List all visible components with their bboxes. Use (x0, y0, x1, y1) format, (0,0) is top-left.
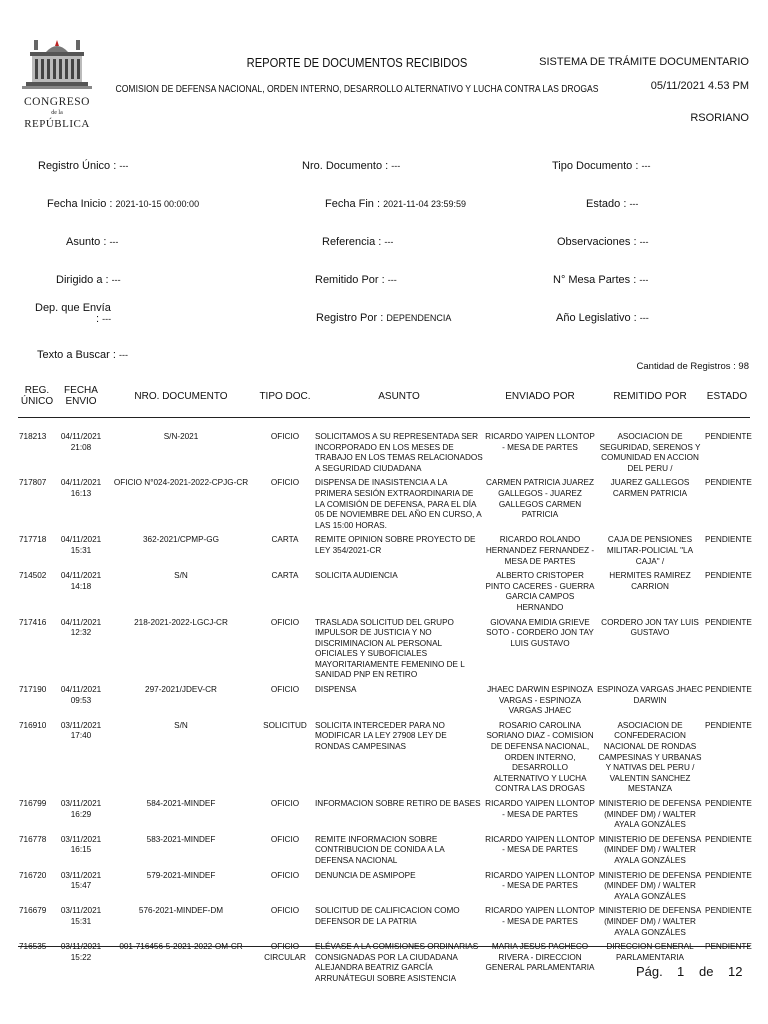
filter-tipo-documento: Tipo Documento : --- (552, 160, 651, 172)
cell-fecha-envio: 04/11/2021 21:08 (60, 432, 102, 452)
cell-tipo-doc: OFICIO CIRCULAR (264, 942, 306, 962)
cell-nro-documento: S/N-2021 (163, 432, 199, 441)
cell-estado: PENDIENTE (705, 617, 752, 627)
cell-fecha-envio: 04/11/2021 16:13 (60, 478, 102, 498)
cell-enviado-por: ROSARIO CAROLINA SORIANO DIAZ - COMISION DE DEFENSA NACIONAL, ORDEN INTERNO, DESARROLLO ALTERNATIVO Y LUCHA CONTRA LAS DROGAS (486, 720, 594, 794)
cell-fecha-envio: 03/11/2021 16:29 (60, 799, 102, 819)
cell-nro-documento: S/N (174, 720, 188, 730)
table-row (18, 835, 750, 871)
cell-tipo-doc: OFICIO (270, 834, 300, 844)
cell-reg-unico: 716910 (19, 720, 47, 730)
cell-fecha-envio: 03/11/2021 15:22 (60, 942, 102, 962)
table-header-row (18, 385, 750, 418)
cell-enviado-por: CARMEN PATRICIA JUAREZ GALLEGOS - JUAREZ GALLEGOS CARMEN PATRICIA (486, 478, 594, 520)
page-label: Pág. (636, 964, 663, 979)
cell-asunto: ELÉVASE A LA COMISIONES ORDINARIAS CONSIGNADAS POR LA CIUDADANA ALEJANDRA BEATRIZ GARCÍA ARRUNÁTEGUI SOBRE ASISTENCIA (315, 942, 479, 983)
cell-asunto: REMITE INFORMACION SOBRE CONTRIBUCION DE CONIDA A LA DEFENSA NACIONAL (315, 834, 445, 865)
cell-fecha-envio: 04/11/2021 12:32 (60, 617, 102, 638)
header-asunto: ASUNTO (314, 385, 484, 418)
cell-enviado-por: RICARDO YAIPEN LLONTOP - MESA DE PARTES (485, 906, 595, 926)
cell-enviado-por: ALBERTO CRISTOPER PINTO CACERES - GUERRA GARCIA CAMPOS HERNANDO (485, 571, 595, 612)
cell-tipo-doc: OFICIO (270, 685, 300, 695)
page-number: 1 (677, 964, 685, 979)
filter-fecha-fin: Fecha Fin : 2021-11-04 23:59:59 (325, 198, 467, 210)
header-remitido-por: REMITIDO POR (596, 385, 704, 418)
cell-tipo-doc: OFICIO (270, 906, 300, 916)
cell-estado: PENDIENTE (705, 432, 752, 441)
cell-fecha-envio: 04/11/2021 14:18 (60, 571, 102, 591)
cell-tipo-doc: OFICIO (270, 799, 300, 808)
cell-remitido-por: JUAREZ GALLEGOS CARMEN PATRICIA (610, 478, 690, 498)
table-row (18, 721, 750, 799)
cell-remitido-por: MINISTERIO DE DEFENSA (MINDEF DM) / WALTER AYALA GONZÁLES (598, 799, 702, 830)
cell-tipo-doc: SOLICITUD (263, 720, 307, 730)
cell-nro-documento: 001-716456-5-2021-2022-OM-CR (119, 942, 243, 952)
page-of-label: de (699, 964, 714, 979)
cell-enviado-por: RICARDO YAIPEN LLONTOP - MESA DE PARTES (485, 870, 595, 891)
filter-remitido-por: Remitido Por : --- (315, 274, 397, 286)
cell-enviado-por: MARIA JESUS PACHECO RIVERA - DIRECCION GENERAL PARLAMENTARIA (485, 942, 595, 973)
cell-remitido-por: MINISTERIO DE DEFENSA (MINDEF DM) / WALTER AYALA GONZÁLES (598, 906, 702, 937)
cell-nro-documento: 362-2021/CPMP-GG (143, 535, 219, 545)
cell-estado: PENDIENTE (705, 834, 752, 844)
cell-remitido-por: HERMITES RAMIREZ CARRION (609, 571, 691, 591)
cell-reg-unico: 716799 (19, 799, 47, 808)
table-row (18, 685, 750, 721)
header-tipo-doc: TIPO DOC. (256, 385, 314, 418)
cell-asunto: REMITE OPINION SOBRE PROYECTO DE LEY 354/2021-CR (315, 535, 476, 555)
cell-estado: PENDIENTE (705, 720, 752, 730)
cell-nro-documento: OFICIO N°024-2021-2022-CPJG-CR (113, 478, 249, 488)
cell-nro-documento: 583-2021-MINDEF (146, 834, 216, 844)
filter-registro-por: Registro Por : DEPENDENCIA (316, 312, 452, 324)
cell-estado: PENDIENTE (705, 478, 752, 488)
table-row (18, 478, 750, 535)
cell-enviado-por: RICARDO ROLANDO HERNANDEZ FERNANDEZ - MESA DE PARTES (485, 535, 595, 566)
cell-nro-documento: 579-2021-MINDEF (146, 870, 216, 880)
cell-reg-unico: 716778 (19, 834, 47, 844)
cell-asunto: INFORMACION SOBRE RETIRO DE BASES (315, 799, 481, 808)
cell-reg-unico: 717416 (19, 617, 47, 627)
cell-nro-documento: 584-2021-MINDEF (146, 799, 216, 808)
cell-nro-documento: 297-2021/JDEV-CR (145, 685, 217, 695)
table-row (18, 871, 750, 907)
cell-fecha-envio: 04/11/2021 09:53 (60, 685, 102, 705)
filter-estado: Estado : --- (586, 198, 639, 210)
cell-reg-unico: 717190 (19, 685, 47, 695)
cell-fecha-envio: 03/11/2021 16:15 (60, 834, 102, 855)
filter-dep-que-envia-label: Dep. que Envía (35, 302, 111, 314)
filter-referencia: Referencia : --- (322, 236, 394, 248)
cell-fecha-envio: 03/11/2021 15:47 (60, 870, 102, 891)
filter-fecha-inicio: Fecha Inicio : 2021-10-15 00:00:00 (47, 198, 200, 210)
cell-remitido-por: ESPINOZA VARGAS JHAEC DARWIN (597, 685, 703, 705)
report-title: REPORTE DE DOCUMENTOS RECIBIDOS (246, 55, 468, 70)
filter-anio-legislativo: Año Legislativo : --- (556, 312, 649, 324)
report-datetime: 05/11/2021 4.53 PM (650, 80, 749, 92)
cell-asunto: DISPENSA DE INASISTENCIA A LA PRIMERA SESIÓN EXTRAORDINARIA DE LA COMISIÓN DE DEFENSA, PARA EL DÍA 05 DE NOVIEMBRE DEL AÑO EN CURSO, A LAS 15:00 HORAS. (315, 478, 482, 530)
cell-tipo-doc: OFICIO (270, 478, 300, 488)
bottom-divider (18, 946, 750, 947)
cell-remitido-por: MINISTERIO DE DEFENSA (MINDEF DM) / WALTER AYALA GONZÁLES (598, 870, 702, 901)
report-user: RSORIANO (690, 112, 749, 124)
cell-fecha-envio: 03/11/2021 17:40 (60, 720, 102, 741)
cell-reg-unico: 717718 (19, 535, 47, 545)
cell-nro-documento: 576-2021-MINDEF-DM (138, 906, 224, 916)
cell-enviado-por: GIOVANA EMIDIA GRIEVE SOTO - CORDERO JON TAY LUIS GUSTAVO (486, 617, 594, 648)
cell-fecha-envio: 03/11/2021 15:31 (60, 906, 102, 926)
cell-remitido-por: ASOCIACION DE CONFEDERACION NACIONAL DE RONDAS CAMPESINAS Y URBANAS Y NATIVAS DEL PERU / VALENTIN SANCHEZ MESTANZA (598, 720, 702, 794)
table-row (18, 799, 750, 835)
header-fecha-envio: FECHA ENVIO (56, 385, 106, 418)
cell-asunto: SOLICITA AUDIENCIA (315, 571, 398, 581)
table-row (18, 618, 750, 686)
cell-estado: PENDIENTE (705, 535, 752, 545)
table-row (18, 571, 750, 617)
filter-registro-unico: Registro Único : --- (38, 160, 129, 172)
cell-remitido-por: MINISTERIO DE DEFENSA (MINDEF DM) / WALTER AYALA GONZÁLES (598, 834, 702, 865)
cell-estado: PENDIENTE (705, 685, 752, 695)
filter-dirigido-a: Dirigido a : --- (56, 274, 121, 286)
table-row (18, 906, 750, 942)
logo-top-text: CONGRESO (24, 96, 90, 108)
cell-reg-unico: 716720 (19, 870, 47, 880)
cell-enviado-por: RICARDO YAIPEN LLONTOP - MESA DE PARTES (485, 834, 595, 855)
filter-asunto: Asunto : --- (66, 236, 119, 248)
cell-reg-unico: 716679 (19, 906, 47, 916)
cell-reg-unico: 717807 (19, 478, 47, 488)
record-count: Cantidad de Registros : 98 (636, 361, 749, 372)
cell-fecha-envio: 04/11/2021 15:31 (60, 535, 102, 555)
logo-mid-text: de la (51, 110, 63, 116)
cell-asunto: SOLICITUD DE CALIFICACION COMO DEFENSOR DE LA PATRIA (315, 906, 460, 926)
cell-reg-unico: 716535 (19, 942, 47, 952)
cell-reg-unico: 714502 (19, 571, 47, 581)
filter-texto-buscar: Texto a Buscar : --- (37, 349, 128, 361)
header-enviado-por: ENVIADO POR (484, 385, 596, 418)
cell-reg-unico: 718213 (19, 432, 47, 441)
cell-tipo-doc: OFICIO (270, 617, 300, 627)
filter-observaciones: Observaciones : --- (557, 236, 649, 248)
cell-enviado-por: RICARDO YAIPEN LLONTOP - MESA DE PARTES (485, 432, 595, 452)
cell-remitido-por: DIRECCION GENERAL PARLAMENTARIA (606, 942, 694, 962)
documents-table (18, 385, 750, 989)
cell-nro-documento: 218-2021-2022-LGCJ-CR (134, 617, 228, 627)
cell-enviado-por: RICARDO YAIPEN LLONTOP - MESA DE PARTES (485, 799, 595, 819)
header-estado: ESTADO (704, 385, 750, 418)
cell-estado: PENDIENTE (705, 942, 752, 952)
logo-bottom-text: REPÚBLICA (24, 118, 90, 130)
cell-asunto: SOLICITAMOS A SU REPRESENTADA SER INCORPORADO EN LOS MESES DE TRABAJO EN LOS TEMAS RELACIONADOS A SEGURIDAD CIUDADANA (315, 432, 483, 473)
header-nro-documento: NRO. DOCUMENTO (106, 385, 256, 418)
cell-asunto: DISPENSA (315, 685, 357, 695)
header-reg-unico: REG. ÚNICO (18, 385, 56, 418)
filter-mesa-partes: N° Mesa Partes : --- (553, 274, 649, 286)
page-total: 12 (728, 964, 743, 979)
cell-estado: PENDIENTE (705, 571, 752, 581)
cell-asunto: TRASLADA SOLICITUD DEL GRUPO IMPULSOR DE JUSTICIA Y NO DISCRIMINACION AL PERSONAL OFICIALES Y SUBOFICIALES MAYORITARIAMENTE FEMENINO DE L SANIDAD PNP EN RETIRO (315, 617, 465, 680)
cell-tipo-doc: OFICIO (270, 870, 300, 880)
report-subtitle: COMISION DE DEFENSA NACIONAL, ORDEN INTERNO, DESARROLLO ALTERNATIVO Y LUCHA CONTRA LAS DROGAS (115, 84, 599, 95)
cell-asunto: SOLICITA INTERCEDER PARA NO MODIFICAR LA LEY 27908 LEY DE RONDAS CAMPESINAS (315, 720, 447, 752)
cell-nro-documento: S/N (174, 571, 188, 581)
cell-tipo-doc: CARTA (271, 535, 299, 545)
cell-tipo-doc: OFICIO (270, 432, 300, 441)
cell-estado: PENDIENTE (705, 870, 752, 880)
cell-remitido-por: CAJA DE PENSIONES MILITAR-POLICIAL "LA CAJA" / (606, 535, 694, 566)
cell-enviado-por: JHAEC DARWIN ESPINOZA VARGAS - ESPINOZA VARGAS JHAEC (487, 685, 593, 716)
cell-estado: PENDIENTE (705, 799, 752, 808)
cell-remitido-por: ASOCIACION DE SEGURIDAD, SERENOS Y COMUNIDAD EN ACCION DEL PERU / (599, 432, 701, 473)
filter-nro-documento: Nro. Documento : --- (302, 160, 401, 172)
system-name: SISTEMA DE TRÁMITE DOCUMENTARIO (539, 56, 749, 68)
cell-remitido-por: CORDERO JON TAY LUIS GUSTAVO (601, 617, 699, 638)
table-row (18, 418, 750, 479)
filter-dep-que-envia-value: : --- (96, 313, 112, 325)
cell-tipo-doc: CARTA (271, 571, 299, 581)
cell-asunto: DENUNCIA DE ASMIPOPE (315, 870, 416, 880)
cell-estado: PENDIENTE (705, 906, 752, 916)
table-row (18, 535, 750, 571)
